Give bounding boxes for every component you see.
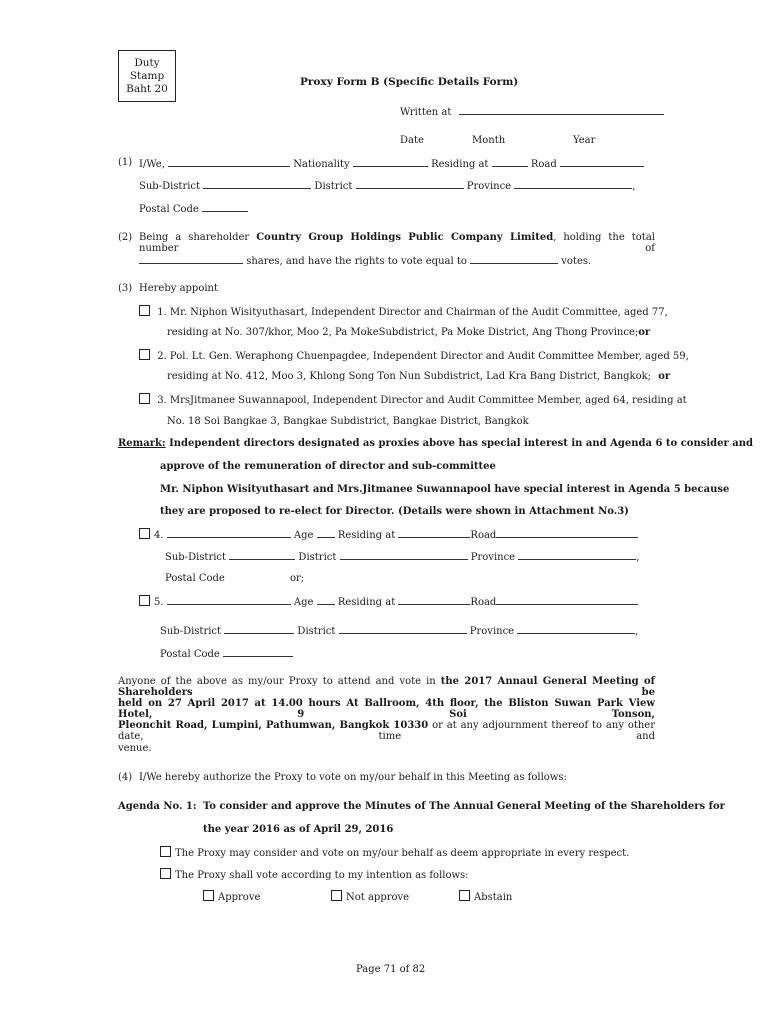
anyone-line-1 <box>118 676 655 698</box>
proxy-option-1 <box>139 305 668 318</box>
page-number: Page 71 of 82 <box>356 964 426 975</box>
proxy-4-subdistrict-field[interactable] <box>229 550 295 560</box>
residing-field[interactable] <box>492 157 528 167</box>
comma: , <box>632 181 636 192</box>
approve-label: Approve <box>218 892 261 903</box>
proxy-5-line-2 <box>160 624 638 637</box>
stamp-line-3: Baht 20 <box>126 83 168 95</box>
section-1-number: (1) <box>118 157 133 168</box>
proxy-5-residing-field[interactable] <box>398 595 470 605</box>
agenda-1-option-2 <box>160 868 469 881</box>
agenda-1-label: Agenda No. 1: <box>118 801 197 812</box>
proxy-5-age-field[interactable] <box>317 595 335 605</box>
section-4-number: (4) <box>118 772 133 783</box>
checkbox-proxy-discretion[interactable] <box>160 846 171 857</box>
agenda-1-text-2: the year 2016 as of April 29, 2016 <box>203 824 394 835</box>
remark-label: Remark: <box>118 438 166 449</box>
proxy-4-age-field[interactable] <box>317 528 335 538</box>
remark-text-3: Mr. Niphon Wisityuthasart and Mrs.Jitmanee Suwannapool have special interest in Agenda 5 because <box>160 484 730 495</box>
proxy-4-district-field[interactable] <box>340 550 468 560</box>
or-2: or <box>658 371 671 382</box>
proxy-5-number: 5. <box>154 597 164 608</box>
option-3-line-2: No. 18 Soi Bangkae 3, Bangkae Subdistrict, Bangkae District, Bangkok <box>167 416 529 427</box>
agenda-1-text-1: To consider and approve the Minutes of The Annual General Meeting of the Shareholders for <box>203 801 725 812</box>
proxy-5-province-field[interactable] <box>517 624 635 634</box>
proxy-5-province-label: Province <box>469 626 515 637</box>
company-name: Country Group Holdings Public Company Limited <box>256 232 554 243</box>
checkbox-option-2[interactable] <box>139 349 150 360</box>
proxy-5-line-1 <box>139 595 638 608</box>
shares-field[interactable] <box>139 254 243 264</box>
checkbox-option-3[interactable] <box>139 393 150 404</box>
written-at-row <box>400 105 664 118</box>
option-2-line-1: 2. Pol. Lt. Gen. Weraphong Chuenpagdee, Independent Director and Audit Committee Member, aged 59, <box>157 351 689 362</box>
date-label: Date <box>400 135 424 146</box>
written-at-field[interactable] <box>459 105 664 115</box>
proxy-option-3 <box>139 393 687 406</box>
agenda-1-option-2-text: The Proxy shall vote according to my intention as follows: <box>175 870 469 881</box>
s2-text-c: shares, and have the rights to vote equal to <box>246 256 467 267</box>
proxy-4-road-label: Road <box>470 530 497 541</box>
year-label: Year <box>573 135 596 146</box>
road-label: Road <box>530 159 557 170</box>
proxy-4-road-field[interactable] <box>496 528 638 538</box>
not-approve-label: Not approve <box>346 892 410 903</box>
proxy-5-subdistrict-field[interactable] <box>224 624 294 634</box>
proxy-5-name-field[interactable] <box>167 595 291 605</box>
postal-label: Postal Code <box>139 204 199 215</box>
s2-text-d: votes. <box>561 256 592 267</box>
proxy-4-province-label: Province <box>470 552 516 563</box>
anyone-text-3a: Pleonchit Road, Lumpini, Pathumwan, Bangkok 10330 <box>118 720 429 731</box>
proxy-5-subdistrict-label: Sub-District <box>160 626 222 637</box>
proxy-option-2 <box>139 349 689 362</box>
hereby-appoint: Hereby appoint <box>139 283 219 294</box>
province-label: Province <box>466 181 512 192</box>
nationality-label: Nationality <box>293 159 350 170</box>
proxy-5-road-label: Road <box>470 597 497 608</box>
proxy-4-province-field[interactable] <box>518 550 636 560</box>
proxy-5-age-label: Age <box>293 597 314 608</box>
proxy-4-subdistrict-label: Sub-District <box>165 552 227 563</box>
checkbox-abstain[interactable] <box>459 890 470 901</box>
checkbox-option-1[interactable] <box>139 305 150 316</box>
anyone-text-2: held on 27 April 2017 at 14.00 hours At Ballroom, 4th floor, the Bliston Suwan Park View Hotel, 9 Soi Tonson, <box>118 698 655 720</box>
proxy-4-comma: , <box>636 552 640 563</box>
s2-text-a: Being a shareholder <box>139 232 250 243</box>
section-4-text: I/We hereby authorize the Proxy to vote on my/our behalf in this Meeting as follows: <box>139 772 567 783</box>
residing-label: Residing at <box>431 159 489 170</box>
proxy-5-postal-label: Postal Code <box>160 649 220 660</box>
checkbox-proxy-4[interactable] <box>139 528 150 539</box>
proxy-5-line-3 <box>160 647 293 660</box>
section-1-line-3 <box>139 202 248 215</box>
subdistrict-label: Sub-District <box>139 181 201 192</box>
option-1-line-2: residing at No. 307/khor, Moo 2, Pa MokeSubdistrict, Pa Moke District, Ang Thong Province; <box>167 327 639 338</box>
anyone-text-3b: or at any adjournment thereof to any other date, time and <box>118 720 656 742</box>
iwe-label: I/We, <box>139 159 165 170</box>
section-1-line-2 <box>139 179 635 192</box>
proxy-4-line-1 <box>139 528 638 541</box>
proxy-4-age-label: Age <box>293 530 314 541</box>
anyone-text-1a: Anyone of the above as my/our Proxy to attend and vote in <box>118 676 436 687</box>
duty-stamp-box <box>118 50 176 102</box>
subdistrict-field[interactable] <box>203 179 311 189</box>
section-1-line-1 <box>139 157 644 170</box>
proxy-5-residing-label: Residing at <box>337 597 396 608</box>
anyone-line-3 <box>118 720 655 742</box>
remark-text-2: approve of the remuneration of director and sub-committee <box>160 461 496 472</box>
form-title: Proxy Form B (Specific Details Form) <box>300 76 519 88</box>
proxy-4-or: or; <box>290 573 305 584</box>
stamp-line-1: Duty <box>134 57 160 69</box>
s2-text-b: , holding the total number of <box>139 232 655 254</box>
proxy-4-postal-label: Postal Code <box>165 573 225 584</box>
section-2-line-2 <box>139 254 591 267</box>
agenda-1-option-1 <box>160 846 629 859</box>
checkbox-not-approve[interactable] <box>331 890 342 901</box>
district-label: District <box>314 181 353 192</box>
stamp-line-2: Stamp <box>129 70 165 82</box>
abstain-label: Abstain <box>474 892 513 903</box>
written-at-label: Written at <box>400 107 452 118</box>
proxy-4-residing-label: Residing at <box>337 530 396 541</box>
district-field[interactable] <box>356 179 464 189</box>
nationality-field[interactable] <box>353 157 428 167</box>
name-field[interactable] <box>168 157 290 167</box>
checkbox-approve[interactable] <box>203 890 214 901</box>
option-3-line-1: 3. MrsJitmanee Suwannapool, Independent Director and Audit Committee Member, aged 64, residing at <box>157 395 687 406</box>
or-1: or <box>638 327 651 338</box>
road-field[interactable] <box>560 157 644 167</box>
vote-not-approve <box>331 890 409 903</box>
postal-field[interactable] <box>202 202 248 212</box>
anyone-text-4: venue. <box>118 743 152 754</box>
section-2-number: (2) <box>118 232 133 243</box>
proxy-4-name-field[interactable] <box>167 528 291 538</box>
province-field[interactable] <box>514 179 632 189</box>
remark-line-1 <box>118 438 753 449</box>
section-2-line-1 <box>139 232 655 254</box>
proxy-4-residing-field[interactable] <box>398 528 470 538</box>
vote-abstain <box>459 890 512 903</box>
option-1-line-1: 1. Mr. Niphon Wisityuthasart, Independent Director and Chairman of the Audit Committee, aged 77, <box>157 307 668 318</box>
anyone-text-1b: the 2017 Annaul General Meeting of Shareholders be <box>118 676 655 698</box>
checkbox-proxy-intention[interactable] <box>160 868 171 879</box>
proxy-5-district-label: District <box>297 626 336 637</box>
section-3-number: (3) <box>118 283 133 294</box>
remark-text-4: they are proposed to re-elect for Director. (Details were shown in Attachment No.3) <box>160 506 629 517</box>
votes-field[interactable] <box>470 254 558 264</box>
agenda-1-option-1-text: The Proxy may consider and vote on my/our behalf as deem appropriate in every respect. <box>175 848 630 859</box>
checkbox-proxy-5[interactable] <box>139 595 150 606</box>
proxy-4-district-label: District <box>298 552 337 563</box>
vote-approve <box>203 890 260 903</box>
remark-text-1: Independent directors designated as proxies above has special interest in and Agenda 6 to consider and <box>169 438 754 449</box>
option-1-line-2-row <box>167 327 650 338</box>
proxy-5-road-field[interactable] <box>496 595 638 605</box>
proxy-4-number: 4. <box>154 530 164 541</box>
option-2-line-2-row <box>167 371 670 382</box>
proxy-5-postal-field[interactable] <box>223 647 293 657</box>
option-2-line-2: residing at No. 412, Moo 3, Khlong Song Ton Nun Subdistrict, Lad Kra Bang District, Bangkok; <box>167 371 652 382</box>
proxy-4-line-2 <box>165 550 639 563</box>
month-label: Month <box>472 135 506 146</box>
proxy-5-district-field[interactable] <box>339 624 467 634</box>
proxy-5-comma: , <box>635 626 639 637</box>
